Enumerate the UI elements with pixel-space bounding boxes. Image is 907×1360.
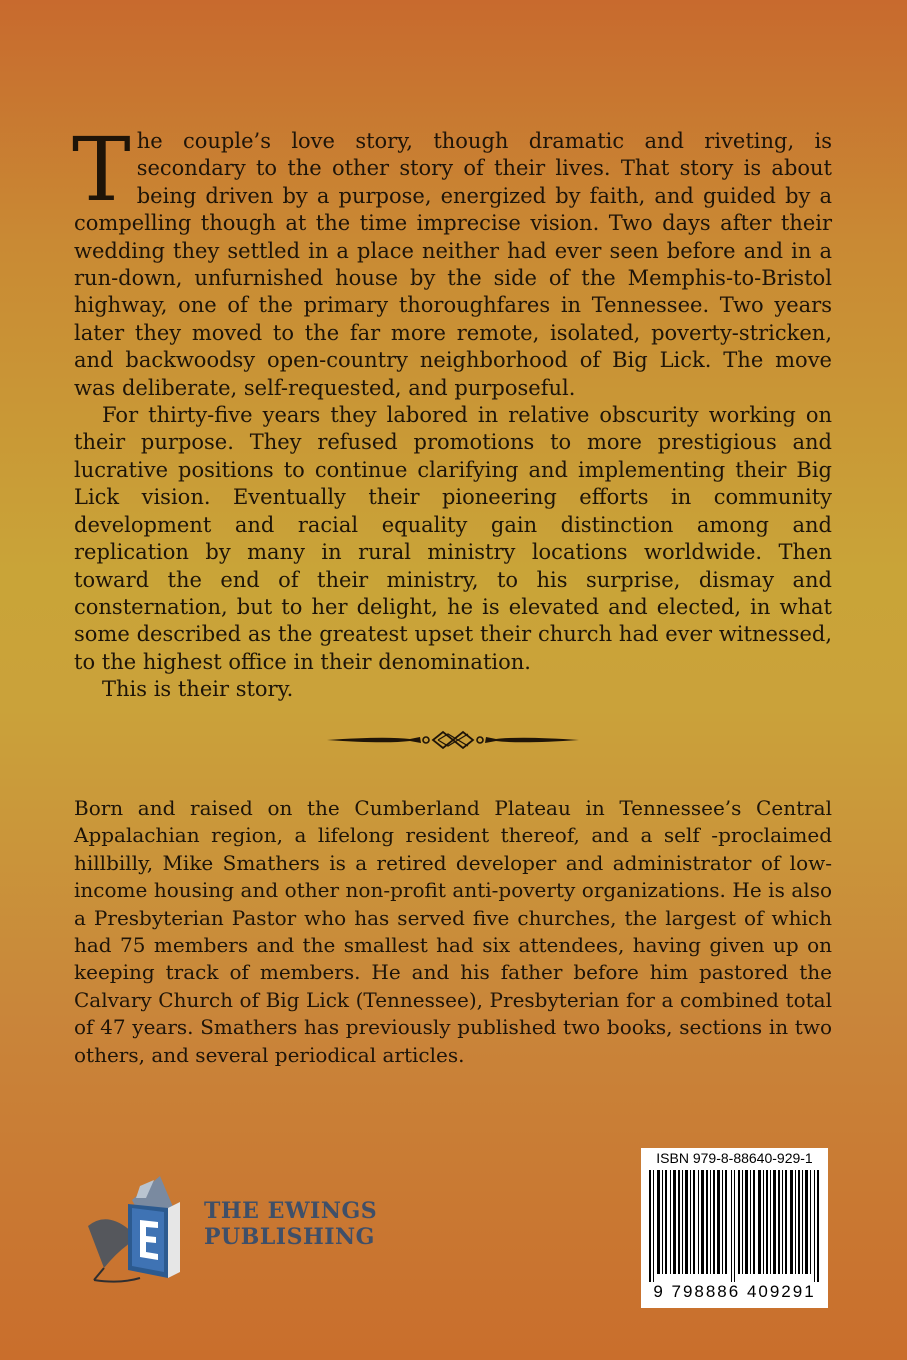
author-bio-text: Born and raised on the Cumberland Plateau in Tennessee’s Central Appalachian region, a lifelong resident thereof, and a self -proclaimed hillbilly, Mike Smathers is a retired developer and administrator of low-income housing and other non-profit anti-poverty organizations. He is also a Presbyterian Pastor who has served five churches, the largest of which had 75 members and the smallest had six attendees, having given up on keeping track of members. He and his father before him pastored the Calvary Church of Big Lick (Tennessee), Presbyterian for a combined total of 47 years. Smathers has previously published two books, sections in two others, and several periodical articles. xyxy=(74,796,832,1067)
isbn-barcode xyxy=(641,1148,828,1308)
publisher-name-line-2: PUBLISHING xyxy=(204,1224,375,1250)
barcode-digits: 9 798886 409291 xyxy=(653,1282,816,1301)
blurb-paragraph-3: This is their story. xyxy=(102,677,294,702)
publisher-name-line-1: THE EWINGS xyxy=(204,1198,378,1224)
author-bio xyxy=(74,795,832,1069)
drop-cap: T xyxy=(72,118,131,221)
publisher-logo xyxy=(80,1168,400,1288)
back-cover-blurb xyxy=(72,118,832,704)
book-quill-logo-icon xyxy=(80,1168,200,1288)
blurb-paragraph-1-text: he couple’s love story, though dramatic and riveting, is secondary to the other story of their lives. That story is about being driven by a purpose, energized by faith, and guided by a compelling though at the time imprecise vision. Two days after their wedding they settled in a place neither had ever seen before and in a run-down, unfurnished house by the side of the Memphis-to-Bristol highway, one of the primary thoroughfares in Tennessee. Two years later they moved to the far more remote, isolated, poverty-stricken, and backwoodsy open-country neighborhood of Big Lick. The move was deliberate, self-requested, and purposeful. xyxy=(74,129,832,400)
publisher-name xyxy=(204,1198,377,1250)
blurb-paragraph-1 xyxy=(72,118,832,402)
barcode-bars xyxy=(649,1170,821,1282)
blurb-paragraph-2: For thirty-five years they labored in relative obscurity working on their purpose. They refused promotions to more prestigious and lucrative positions to continue clarifying and implementing their Big Lick vision. Eventually their pioneering efforts in community development and racial equality gain distinction among and replication by many in rural ministry locations worldwide. Then toward the end of their ministry, to his surprise, dismay and consternation, but to her delight, he is elevated and elected, in what some described as the greatest upset their church had ever witnessed, to the highest office in their denomination. xyxy=(74,403,832,674)
isbn-label: ISBN 979-8-88640-929-1 xyxy=(656,1150,813,1166)
ornament-divider xyxy=(325,728,581,752)
